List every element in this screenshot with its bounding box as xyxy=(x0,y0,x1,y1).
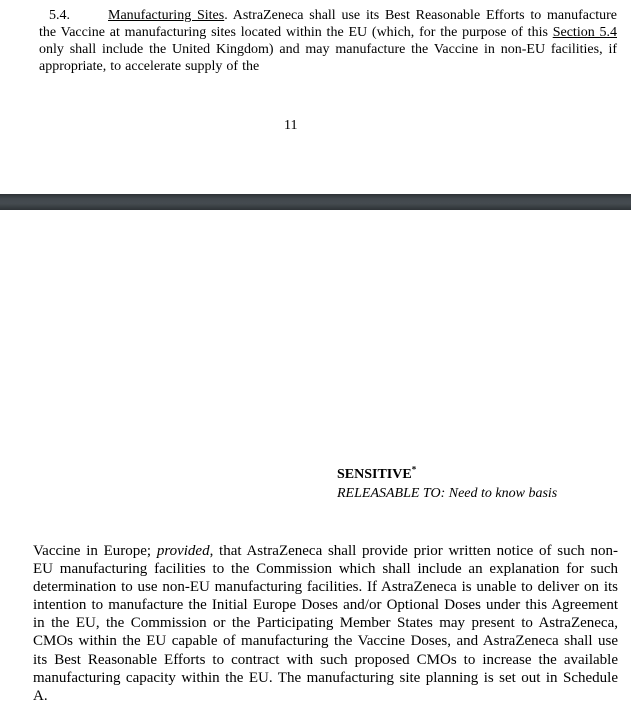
page-number: 11 xyxy=(284,118,298,133)
sensitive-label xyxy=(337,465,557,484)
page-12 xyxy=(0,210,631,704)
section-5-4-reference: Section 5.4 xyxy=(552,25,618,40)
paragraph-text-tail: only shall include the United Kingdom) and may manufacture the Vaccine in non-EU facilities, if appropriate, to accelerate supply of the xyxy=(39,42,617,74)
releasable-to-label: RELEASABLE TO: Need to know basis xyxy=(337,486,558,501)
sensitive-footnote-mark: * xyxy=(411,464,417,475)
paragraph-lead: Vaccine in Europe; xyxy=(33,543,157,559)
paragraph-body: , that AstraZeneca shall provide prior written notice of such non-EU manufacturing facilities to the Commission which shall include an explanation for such determination to use non-EU manufacturing facilities. If AstraZeneca is unable to deliver on its intention to manufacture the Initial Europe Doses and/or Optional Doses under this Agreement in the EU, the Commission or the Participating Member States may present to AstraZeneca, CMOs within the EU capable of manufacturing the Vaccine Doses, and AstraZeneca shall use its Best Reasonable Efforts to contract with such proposed CMOs to increase the available manufacturing capacity within the EU. The manufacturing site planning is set out in Schedule A. xyxy=(33,543,618,704)
classification-header xyxy=(337,465,557,503)
page-separator xyxy=(0,194,631,210)
paragraph-text: . AstraZeneca shall use its Best Reasonable Efforts to manufacture the Vaccine at manufacturing sites located within the EU (which, for the purpose of this xyxy=(39,8,618,40)
sensitive-text: SENSITIVE xyxy=(337,467,412,482)
section-5-4-paragraph xyxy=(39,7,617,75)
page-11 xyxy=(0,0,631,194)
provided-italic: provided xyxy=(156,543,210,559)
section-number: 5.4. xyxy=(49,8,70,23)
continuation-paragraph xyxy=(33,542,618,705)
section-heading-underlined: Manufacturing Sites xyxy=(108,8,225,23)
